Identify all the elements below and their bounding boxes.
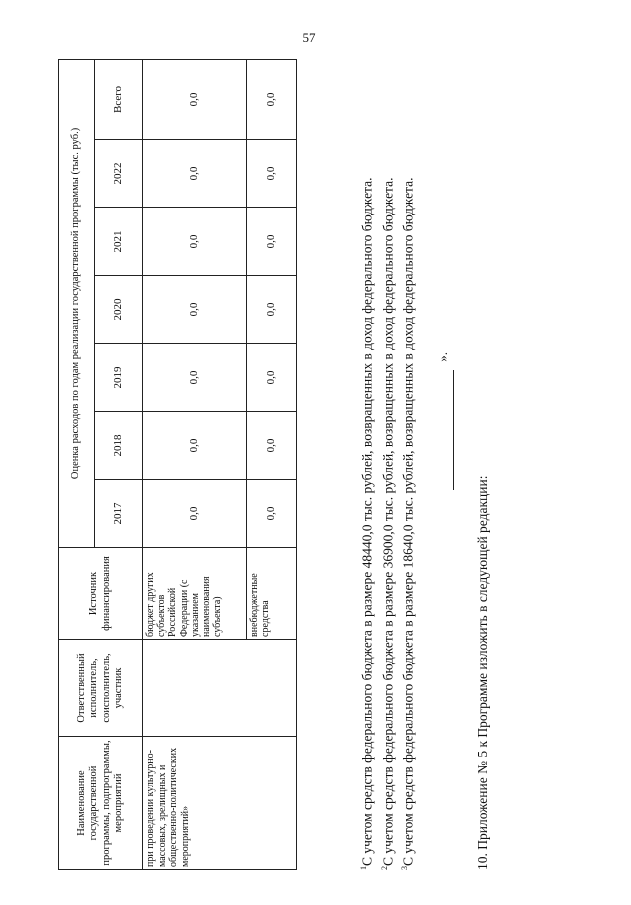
row-program-name: при проведении культурно-массовых, зрелищных и общественно-политических мероприятий» [143, 737, 297, 870]
header-year-2020: 2020 [95, 276, 143, 344]
footnote [396, 60, 417, 870]
cell-value: 0,0 [247, 480, 297, 548]
cell-value: 0,0 [247, 140, 297, 208]
cell-value: 0,0 [247, 344, 297, 412]
footnote-mark: 3 [400, 866, 409, 870]
header-year-2019: 2019 [95, 344, 143, 412]
header-year-2018: 2018 [95, 412, 143, 480]
footnote-text: С учетом средств федерального бюджета в размере 18640,0 тыс. рублей, возвращенных в доход федерального бюджета. [400, 177, 416, 866]
header-total: Всего [95, 59, 143, 139]
rotated-page-content [0, 60, 620, 870]
cell-value: 0,0 [143, 276, 247, 344]
row-executor [143, 640, 297, 737]
cell-value: 0,0 [143, 208, 247, 276]
cell-value: 0,0 [247, 208, 297, 276]
header-program-name: Наименование государственной программы, подпрограммы, мероприятий [59, 737, 143, 870]
page-number: 57 [302, 30, 316, 45]
header-year-2022: 2022 [95, 140, 143, 208]
header-funding-source: Источник финансирования [59, 548, 143, 640]
closing-quote-mark: ». [435, 352, 450, 362]
cell-value: 0,0 [143, 344, 247, 412]
closing-line [435, 352, 454, 490]
footnote-text: С учетом средств федерального бюджета в размере 36900,0 тыс. рублей, возвращенных в доход федерального бюджета. [380, 177, 395, 866]
cell-value: 0,0 [143, 140, 247, 208]
footnote-mark: 2 [379, 866, 389, 870]
footnote [376, 60, 397, 870]
cell-value: 0,0 [143, 412, 247, 480]
header-year-2021: 2021 [95, 208, 143, 276]
row-funding-source: внебюджетные средства [247, 548, 297, 640]
closing-paragraph: 10. Приложение № 5 к Программе изложить в следующей редакции: [475, 475, 490, 870]
cell-value: 0,0 [247, 412, 297, 480]
cell-value: 0,0 [247, 59, 297, 139]
header-expense-group: Оценка расходов по годам реализации государственной программы (тыс. руб.) [59, 59, 95, 547]
cell-value: 0,0 [143, 480, 247, 548]
budget-table [58, 59, 297, 870]
row-funding-source: бюджет других субъектов Российской Федерации (с указанием наименования субъекта) [143, 548, 247, 640]
footnotes [355, 60, 417, 870]
header-year-2017: 2017 [95, 480, 143, 548]
table-row [143, 59, 247, 869]
header-executor: Ответственный исполнитель, соисполнитель, участник [59, 640, 143, 737]
footnote-text: С учетом средств федерального бюджета в размере 48440,0 тыс. рублей, возвращенных в доход федерального бюджета. [359, 177, 375, 866]
footnote [355, 60, 376, 870]
footnote-mark: 1 [359, 866, 368, 870]
cell-value: 0,0 [143, 59, 247, 139]
cell-value: 0,0 [247, 276, 297, 344]
